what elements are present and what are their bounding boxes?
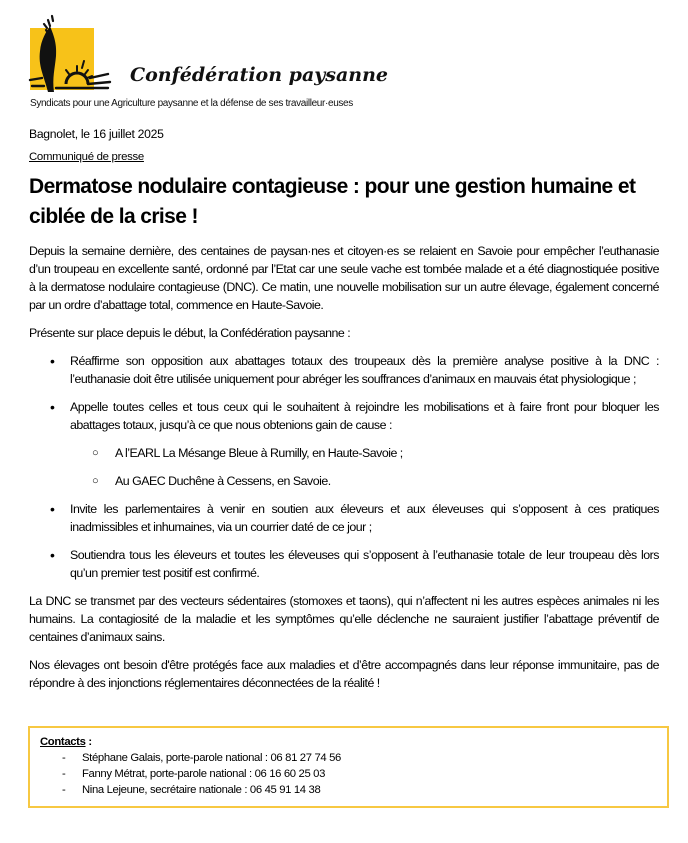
logo-tagline: Syndicats pour une Agriculture paysanne et la défense de ses travailleur·euses xyxy=(30,98,353,109)
lead-paragraph: Présente sur place depuis le début, la Confédération paysanne : xyxy=(29,326,351,340)
logo-name: Confédération paysanne xyxy=(130,64,389,86)
page-title: Dermatose nodulaire contagieuse : pour une gestion humaine et ciblée de la crise ! xyxy=(29,175,636,228)
contact-item xyxy=(40,782,657,798)
sub-bullet-marker: ○ xyxy=(92,447,99,459)
logo xyxy=(26,0,389,118)
logo-emblem xyxy=(26,6,136,96)
contact-item xyxy=(40,750,657,766)
date-line: Bagnolet, le 16 juillet 2025 xyxy=(29,127,164,141)
contact-marker: - xyxy=(62,768,66,780)
sub-bullet-item xyxy=(29,444,659,462)
sub-bullet-text: A l’EARL La Mésange Bleue à Rumilly, en Haute-Savoie ; xyxy=(115,446,403,460)
logo-yellow-square xyxy=(30,28,94,90)
contact-marker: - xyxy=(62,752,66,764)
bullet-list xyxy=(29,352,659,582)
contacts-box xyxy=(28,726,669,808)
contact-marker: - xyxy=(62,784,66,796)
contacts-title-suffix: : xyxy=(85,736,92,748)
bullet-text: Invite les parlementaires à venir en soutien aux éleveurs et aux éleveuses qui s’opposent à ces pratiques inadmissibles et inhumaines, via un courrier daté de ce jour ; xyxy=(70,502,659,534)
bullet-item xyxy=(29,546,659,582)
document-type: Communiqué de presse xyxy=(29,151,144,163)
bullet-marker: • xyxy=(50,547,55,563)
bullet-item xyxy=(29,500,659,536)
sub-bullet-group xyxy=(29,444,659,490)
sub-bullet-item xyxy=(29,472,659,490)
dnc-paragraph: La DNC se transmet par des vecteurs sédentaires (stomoxes et taons), qui n’affectent ni les autres espèces animales ni les humains. La contagiosité de la maladie et les symptômes qu’elle déclenche ne sauraient justifier l’abattage préventif de centaines d’animaux sains. xyxy=(29,594,659,644)
sub-bullet-marker: ○ xyxy=(92,475,99,487)
bullet-marker: • xyxy=(50,399,55,415)
bullet-item xyxy=(29,398,659,434)
bullet-item xyxy=(29,352,659,388)
contact-text: Nina Lejeune, secrétaire nationale : 06 45 91 14 38 xyxy=(82,784,321,796)
contact-text: Fanny Métrat, porte-parole national : 06 16 60 25 03 xyxy=(82,768,326,780)
contacts-title-label: Contacts xyxy=(40,736,86,748)
bullet-text: Soutiendra tous les éleveurs et toutes les éleveuses qui s’opposent à l’euthanasie totale de leur troupeau dès lors qu’un premier test positif est confirmé. xyxy=(70,548,659,580)
contact-text: Stéphane Galais, porte-parole national : 06 81 27 74 56 xyxy=(82,752,341,764)
intro-paragraph: Depuis la semaine dernière, des centaines de paysan·nes et citoyen·es se relaient en Savoie pour empêcher l’euthanasie d’un troupeau en excellente santé, ordonné par l’Etat car une seule vache est tombée malade et a été diagnostiquée positive à la dermatose nodulaire contagieuse (DNC). Ce matin, une nouvelle mobilisation sur un autre élevage, également concerné par un ordre d’abattage total, commence en Haute-Savoie. xyxy=(29,244,659,312)
sub-bullet-list xyxy=(29,444,659,490)
bullet-marker: • xyxy=(50,501,55,517)
contact-item xyxy=(40,766,657,782)
bullet-content xyxy=(70,398,659,434)
sub-bullet-text: Au GAEC Duchêne à Cessens, en Savoie. xyxy=(115,474,331,488)
document-body xyxy=(29,126,659,808)
closing-paragraph: Nos élevages ont besoin d'être protégés face aux maladies et d’être accompagnés dans leur réponse immunitaire, pas de répondre à des injonctions réglementaires déconnectées de la réalité ! xyxy=(29,658,659,690)
contacts-title xyxy=(40,734,657,750)
bullet-text: Appelle toutes celles et tous ceux qui le souhaitent à rejoindre les mobilisations et à faire front pour bloquer les abattages totaux, jusqu’à ce que nous obtenions gain de cause : xyxy=(70,400,659,432)
bullet-text: Réaffirme son opposition aux abattages totaux des troupeaux dès la première analyse positive à la DNC : l’euthanasie doit être utilisée uniquement pour abréger les souffrances d’animaux en mauvais état physiologique ; xyxy=(70,354,659,386)
bullet-marker: • xyxy=(50,353,55,369)
